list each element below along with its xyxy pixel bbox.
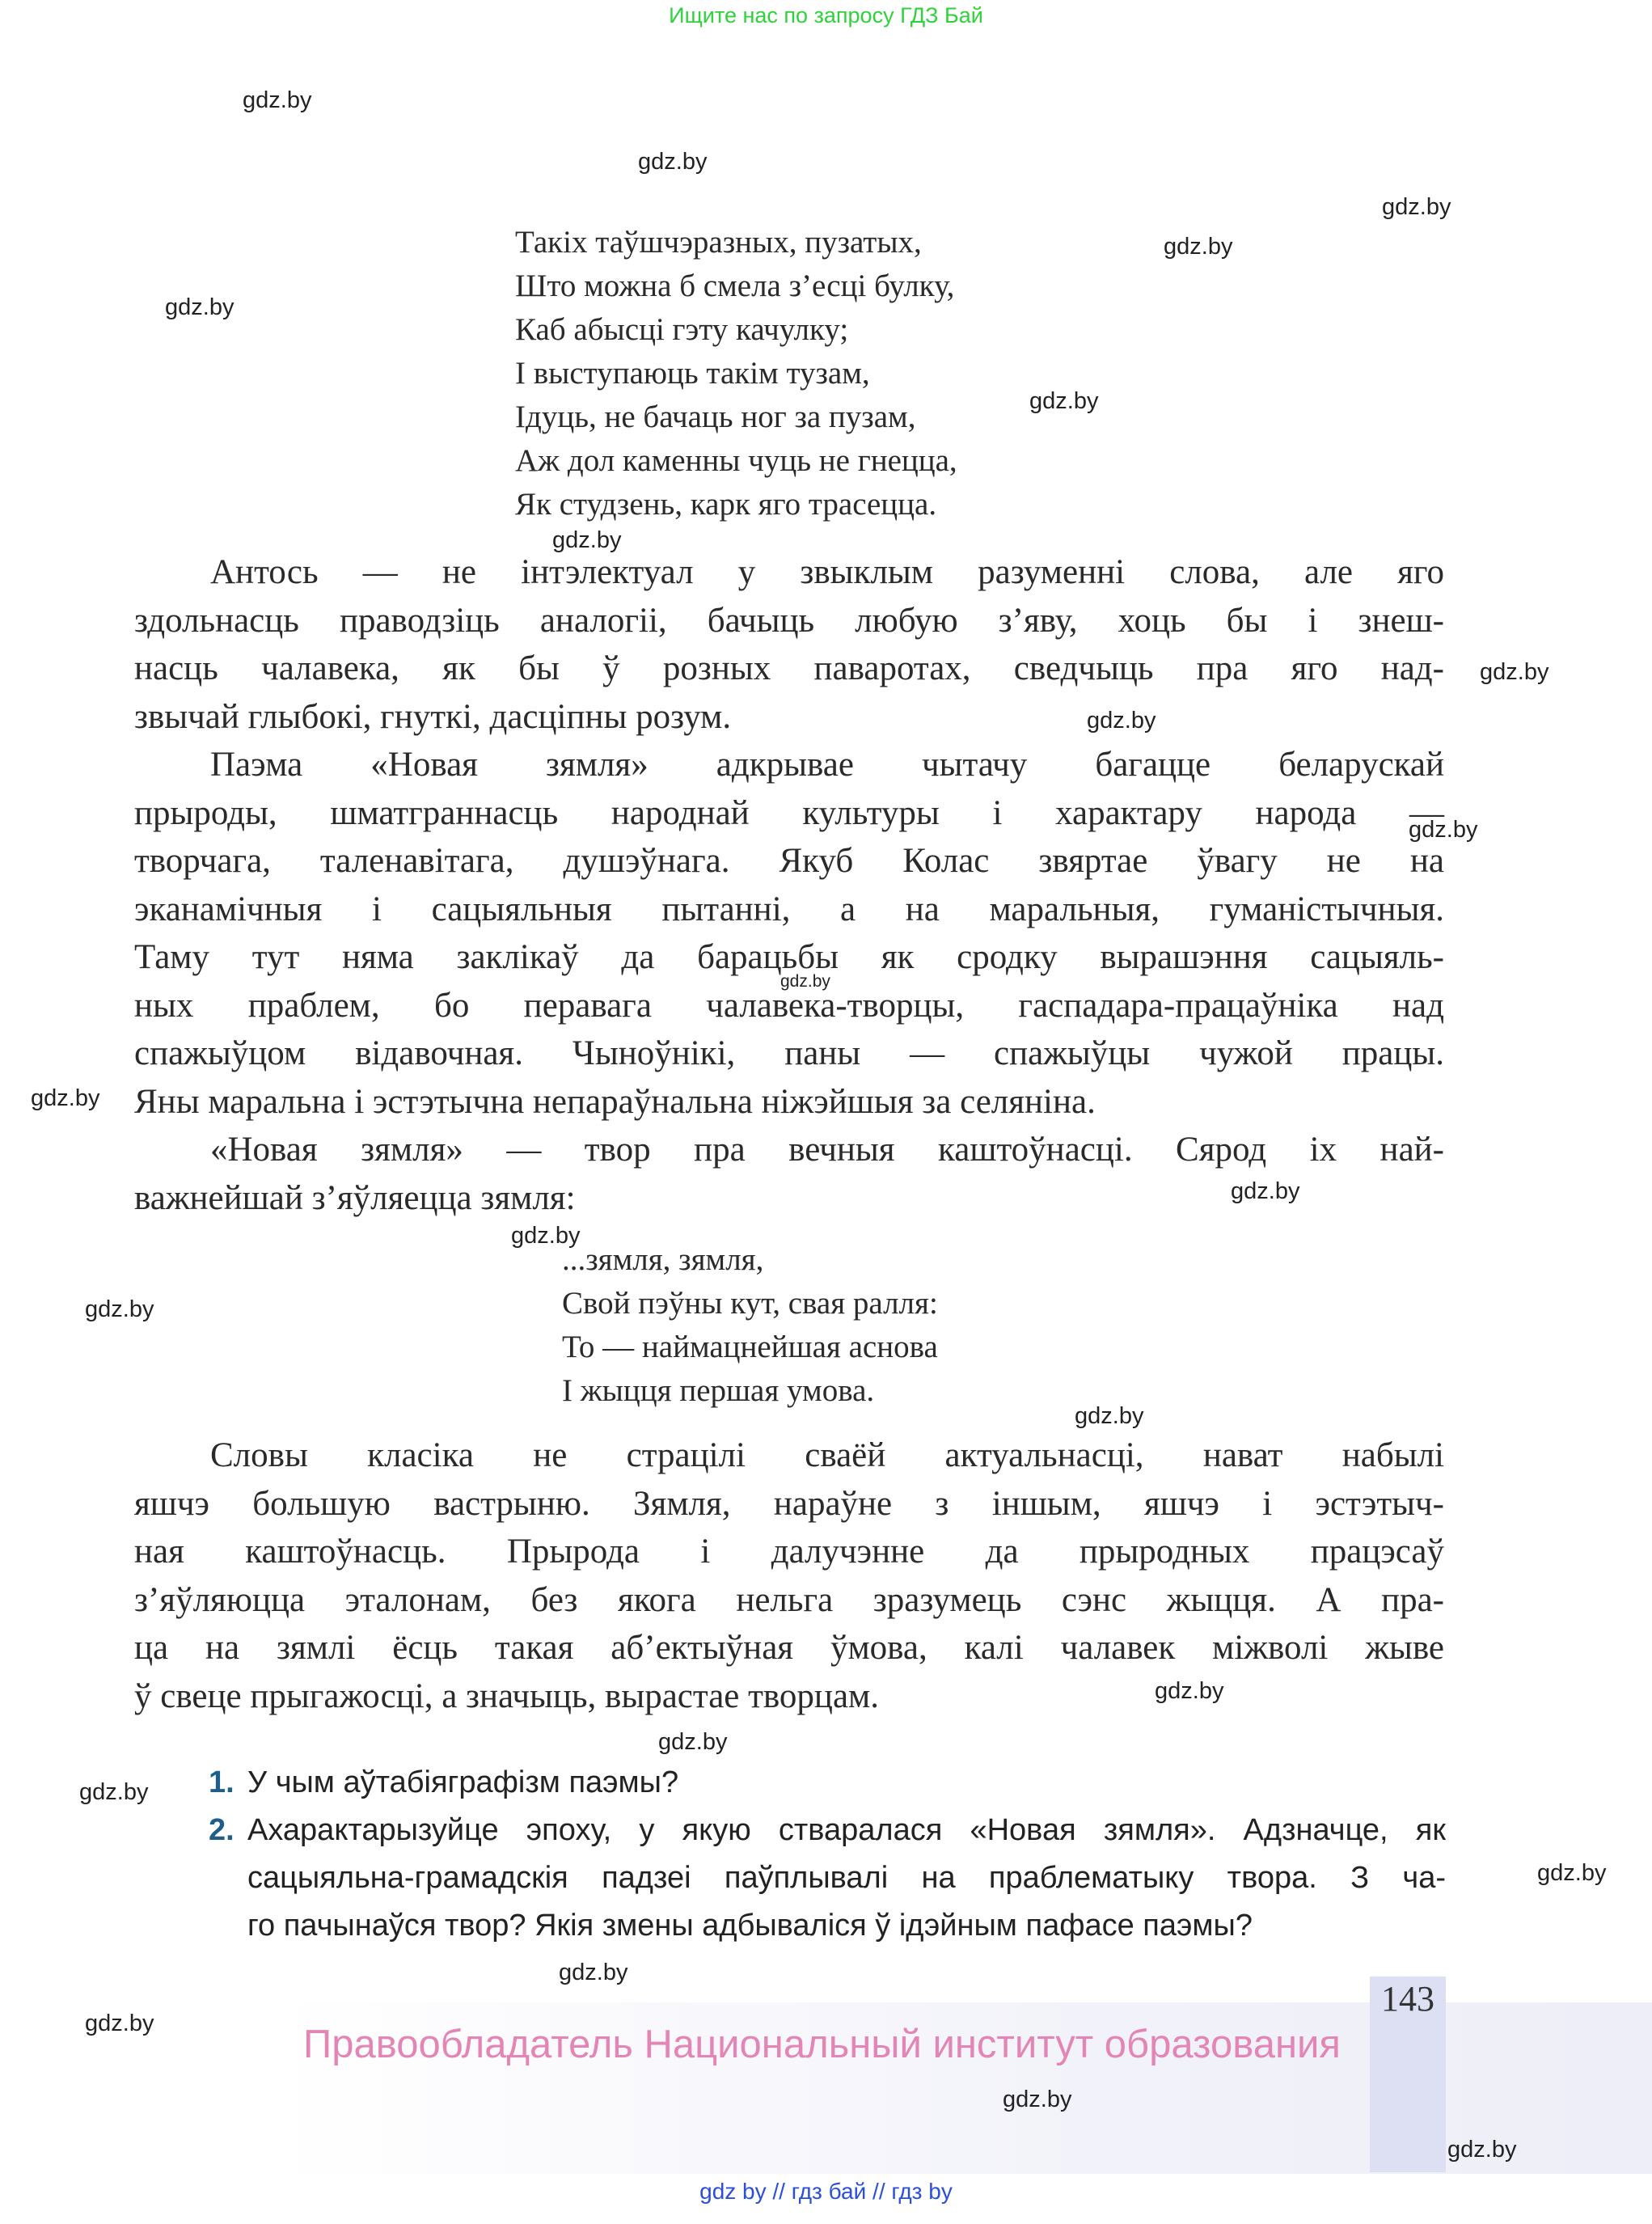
question-line: го пачынаўся твор? Якія змены адбываліся ў ідэйным пафасе паэмы? bbox=[247, 1909, 1253, 1943]
watermark: gdz.by bbox=[165, 294, 234, 320]
text-line: Таму тут няма заклікаў да барацьбы як сродку вырашэння сацыяль- bbox=[134, 938, 1444, 976]
text-line: спажыўцом відавочная. Чыноўнікі, паны — спажыўцы чужой працы. bbox=[134, 1034, 1444, 1072]
text-line: насць чалавека, як бы ў розных паваротах, сведчыць пра яго над- bbox=[134, 649, 1444, 687]
text-line: Паэма «Новая зямля» адкрывае чытачу багацце беларускай bbox=[210, 746, 1444, 784]
verse-line: Што можна б смела з’есці булку, bbox=[515, 268, 955, 303]
watermark: gdz.by bbox=[85, 2010, 154, 2036]
question-line: У чым аўтабіяграфізм паэмы? bbox=[247, 1765, 679, 1799]
watermark: gdz.by bbox=[85, 1296, 154, 1322]
text-line: яшчэ большую вастрыню. Зямля, нараўне з іншым, яшчэ і эстэтыч- bbox=[134, 1484, 1444, 1523]
text-line: важнейшай з’яўляецца зямля: bbox=[134, 1178, 576, 1217]
watermark: gdz.by bbox=[638, 149, 708, 175]
watermark: gdz.by bbox=[552, 527, 622, 553]
rights-holder-notice bbox=[0, 2022, 1652, 2067]
paragraph-2 bbox=[134, 741, 1444, 1126]
paragraph-1 bbox=[134, 548, 1444, 741]
paragraph-4 bbox=[134, 1431, 1444, 1720]
verse-line: Свой пэўны кут, свая ралля: bbox=[562, 1286, 938, 1321]
question-item bbox=[209, 1807, 1446, 1950]
watermark: gdz.by bbox=[1087, 708, 1156, 734]
text-line: эканамічныя і сацыяльныя пытанні, а на маральныя, гуманістычныя. bbox=[134, 890, 1444, 928]
verse-line: І выступаюць такім тузам, bbox=[515, 356, 870, 391]
text-line: творчага, таленавітага, душэўнага. Якуб Колас звяртае ўвагу не на bbox=[134, 842, 1444, 880]
watermark: gdz.by bbox=[79, 1779, 149, 1805]
watermark: gdz.by bbox=[1409, 817, 1478, 843]
questions-list bbox=[209, 1759, 1446, 1950]
poem-excerpt-1 bbox=[515, 221, 957, 526]
watermark: gdz.by bbox=[1537, 1860, 1607, 1886]
question-line: Ахарактарызуйце эпоху, у якую стваралася «Новая зямля». Адзначце, як bbox=[247, 1813, 1446, 1847]
text-line: ная каштоўнасць. Прырода і далучэнне да прыродных працэсаў bbox=[134, 1533, 1444, 1571]
watermark: gdz.by bbox=[31, 1085, 100, 1111]
watermark: gdz.by bbox=[1231, 1178, 1300, 1204]
verse-line: Як студзень, карк яго трасецца. bbox=[515, 487, 937, 522]
text-line: з’яўляюцца эталонам, без якога нельга зразумець сэнс жыцця. А пра- bbox=[134, 1580, 1444, 1619]
watermark: gdz.by bbox=[1480, 659, 1549, 685]
text-line: ных праблем, бо перавага чалавека-творцы, гаспадара-працаўніка над bbox=[134, 986, 1444, 1025]
verse-line: І жыцця першая умова. bbox=[562, 1373, 875, 1408]
question-item bbox=[209, 1759, 1446, 1807]
paragraph-3 bbox=[134, 1126, 1444, 1222]
verse-line: То — наймацнейшая аснова bbox=[562, 1330, 938, 1364]
text-line: ў свеце прыгажосці, а значыць, вырастае творцам. bbox=[134, 1676, 879, 1715]
watermark: gdz.by bbox=[243, 87, 312, 113]
search-hint-banner: Ищите нас по запросу ГДЗ Бай bbox=[669, 3, 983, 27]
text-line: Яны маральна і эстэтычна непараўнальна ніжэйшыя за селяніна. bbox=[134, 1082, 1096, 1121]
watermark: gdz.by bbox=[658, 1729, 728, 1755]
text-line: звычай глыбокі, гнуткі, дасціпны розум. bbox=[134, 697, 732, 736]
question-number: 2. bbox=[209, 1813, 234, 1847]
watermark: gdz.by bbox=[1003, 2087, 1072, 2112]
question-line: сацыяльна-грамадскія падзеі паўплывалі на праблематыку твора. З ча- bbox=[247, 1861, 1446, 1895]
watermark: gdz.by bbox=[1447, 2137, 1517, 2163]
text-line: Антось — не інтэлектуал у звыклым разуменні слова, але яго bbox=[210, 553, 1444, 591]
watermark: gdz.by bbox=[1155, 1678, 1224, 1704]
page-number: 143 bbox=[1381, 1979, 1434, 2019]
watermark: gdz.by bbox=[559, 1960, 628, 1985]
rights-holder-text: Правообладатель Национальный институт образования bbox=[303, 2023, 1341, 2066]
text-line: ца на зямлі ёсць такая аб’ектыўная ўмова, калі чалавек міжволі жыве bbox=[134, 1629, 1444, 1667]
text-line: Словы класіка не страцілі сваёй актуальнасці, нават набылі bbox=[210, 1436, 1444, 1474]
footer-links[interactable]: gdz by // гдз бай // гдз by bbox=[699, 2179, 953, 2204]
text-line: прыроды, шматграннасць народнай культуры і характару народа — bbox=[134, 793, 1444, 832]
watermark: gdz.by bbox=[511, 1223, 581, 1249]
watermark: gdz.by bbox=[1382, 194, 1451, 220]
verse-line: Ідуць, не бачаць ног за пузам, bbox=[515, 400, 916, 434]
verse-line: ...зямля, зямля, bbox=[562, 1242, 764, 1277]
verse-line: Аж дол каменны чуць не гнецца, bbox=[515, 443, 957, 478]
verse-line: Каб абысці гэту качулку; bbox=[515, 312, 849, 347]
verse-line: Такіх таўшчэразных, пузатых, bbox=[515, 225, 922, 260]
watermark: gdz.by bbox=[1029, 388, 1099, 414]
question-number: 1. bbox=[209, 1765, 234, 1799]
watermark: gdz.by bbox=[1075, 1403, 1144, 1429]
text-line: здольнасць праводзіць аналогіі, бачыць любую з’яву, хоць бы і знеш- bbox=[134, 601, 1444, 640]
watermark: gdz.by bbox=[780, 972, 830, 991]
watermark: gdz.by bbox=[1164, 234, 1233, 260]
poem-excerpt-2 bbox=[562, 1238, 938, 1413]
text-line: «Новая зямля» — твор пра вечныя каштоўнасці. Сярод іх най- bbox=[210, 1131, 1444, 1169]
